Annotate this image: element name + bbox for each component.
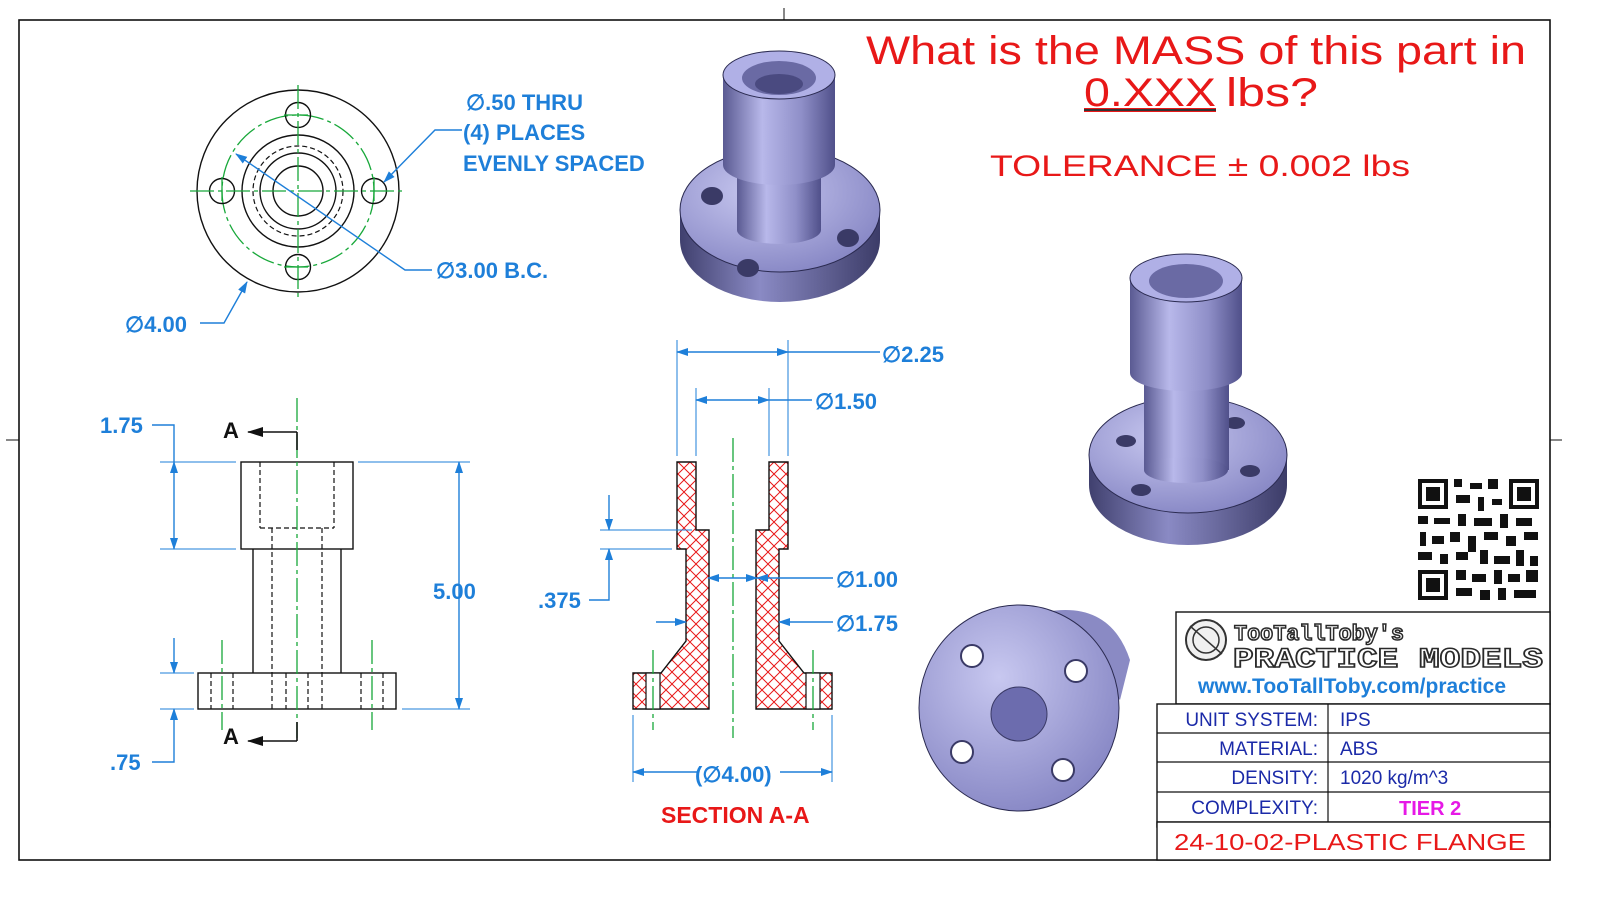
hole-note-spacing: EVENLY SPACED [463,151,645,176]
outer-dia-dim: ∅4.00 [125,312,187,337]
question-line-1: What is the MASS of this part in [866,29,1526,73]
tolerance-text: TOLERANCE ± 0.002 lbs [990,150,1410,183]
iso-view-top [680,51,880,302]
front-view [152,398,470,762]
dim-175b-label: ∅1.75 [836,611,898,636]
hole-note-count: (4) PLACES [463,120,586,145]
brand-line-1: TooTallToby's [1234,622,1404,647]
section-title: SECTION A-A [661,802,810,828]
dim-175-label: 1.75 [100,413,143,438]
question-unit: lbs? [1226,71,1318,115]
dim-0375-label: .375 [538,588,581,613]
density-label: DENSITY: [1231,768,1318,789]
complexity-value: TIER 2 [1399,798,1462,820]
density-value: 1020 kg/m^3 [1340,768,1449,789]
material-value: ABS [1340,739,1379,760]
dim-225-label: ∅2.25 [882,342,944,367]
bolt-circle-dim: ∅3.00 B.C. [436,258,549,283]
cut-label-bottom: A [223,724,239,749]
dim-400-label: (∅4.00) [695,762,772,787]
qr-code [1416,477,1541,602]
complexity-label: COMPLEXITY: [1191,798,1318,819]
material-label: MATERIAL: [1219,739,1318,760]
unit-system-label: UNIT SYSTEM: [1185,710,1318,731]
part-number: 24-10-02-PLASTIC FLANGE [1174,829,1526,855]
dim-075-label: .75 [110,750,141,775]
brand-url[interactable]: www.TooTallToby.com/practice [1198,675,1507,698]
top-view [190,85,462,323]
question-precision: 0.XXX [1084,71,1216,115]
dim-500-label: 5.00 [433,579,476,604]
iso-view-bottom [919,605,1130,811]
cut-label-top: A [223,418,239,443]
dim-100-label: ∅1.00 [836,567,898,592]
unit-system-value: IPS [1340,710,1371,731]
dim-150-label: ∅1.50 [815,389,877,414]
brand-line-2: PRACTICE MODELS [1233,645,1543,676]
iso-view-right [1089,254,1287,545]
hole-note-dia: ∅.50 THRU [466,90,583,115]
